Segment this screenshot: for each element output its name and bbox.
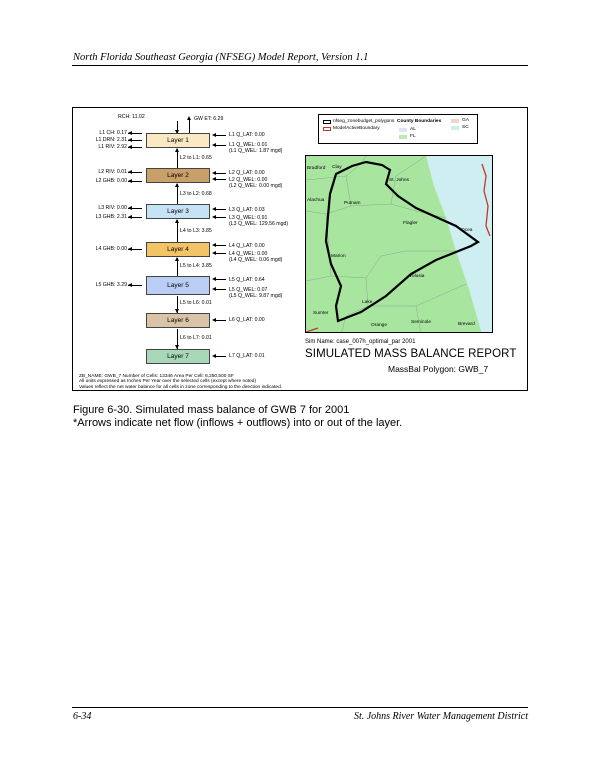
note-line-2: Values reflect the net water balance for all cells in zone corresponding to the direction indicated. — [79, 384, 283, 390]
inter-l2-l1: L2 to L1: 0.65 — [180, 155, 212, 161]
sim-name: Sim Name: case_007h_optimal_par 2001 — [305, 339, 416, 345]
layer-2-box: Layer 2 — [146, 168, 210, 183]
layer-3-right-0: L3 Q_LAT: 0.03 — [229, 207, 265, 213]
l5-lat-arrow — [212, 277, 216, 281]
l4-lat-arrow — [212, 243, 216, 247]
layer-7-box: Layer 7 — [146, 349, 210, 364]
layer-4-right-1: L4 Q_WEL: 0.00 — [229, 251, 268, 257]
l3-l2-arrow — [175, 183, 179, 187]
diagram-notes — [79, 374, 282, 390]
l2-l1-arrow — [175, 148, 179, 152]
county-volusia: Volusia — [409, 274, 425, 279]
county-seminole: Seminole — [411, 320, 431, 325]
l3-wel-arrow — [212, 215, 216, 219]
l2-wel-arrow — [212, 177, 216, 181]
layer-3-box: Layer 3 — [146, 204, 210, 219]
l5-out-arrow — [128, 283, 132, 287]
ga-swatch — [451, 119, 459, 123]
layer-2-right-1: L2 Q_WEL: 0.00 — [229, 177, 268, 183]
page-number: 6-34 — [73, 711, 92, 722]
county-clay: Clay — [332, 165, 342, 170]
county-putnam: Putnam — [344, 201, 361, 206]
layer-1-left-0: L1 CH: 0.17 — [99, 130, 127, 136]
l5-wel-arrow — [212, 287, 216, 291]
ocean-label: Ocea — [461, 228, 473, 233]
footer-organization: St. Johns River Water Management District — [353, 711, 528, 722]
legend-county-title: County Boundaries — [397, 119, 442, 124]
inter-l3-l2: L3 to L2: 0.68 — [180, 191, 212, 197]
map-legend — [318, 114, 478, 144]
footer-rule — [72, 707, 528, 708]
inter-l6-l7: L6 to L7: 0.01 — [180, 335, 212, 341]
legend-ga: GA — [462, 118, 469, 123]
layer-5-right-1: L5 Q_WEL: 0.07 — [229, 287, 268, 293]
layer-1-box: Layer 1 — [146, 133, 210, 148]
layer-3-right-1: L3 Q_WEL: 0.91 — [229, 215, 268, 221]
layer-3-left-0: L3 RIV: 0.00 — [98, 205, 127, 211]
county-orange: Orange — [371, 323, 387, 328]
gw-et-label: GW ET: 6.29 — [194, 116, 224, 122]
header-rule — [72, 65, 528, 66]
county-brevard: Brevard — [458, 322, 475, 327]
fl-swatch — [399, 135, 407, 139]
figure-frame — [72, 107, 528, 391]
layer-2-right-2: (L2 Q_WEL: 0.00 mgd) — [229, 183, 283, 189]
layer-7-right-0: L7 Q_LAT: 0.01 — [229, 353, 265, 359]
l1-lat-arrow — [212, 133, 216, 137]
layer-1-right-0: L1 Q_LAT: 0.00 — [229, 132, 265, 138]
polygon-swatch — [323, 120, 331, 124]
layer-2-right-0: L2 Q_LAT: 0.00 — [229, 170, 265, 176]
layer-3-left-1: L3 GHB: 2.31 — [95, 214, 127, 220]
layer-4-left-0: L4 GHB: 0.00 — [95, 246, 127, 252]
massbal-polygon-label: MassBal Polygon: GWB_7 — [388, 364, 489, 374]
layer-2-left-0: L2 RIV: 0.01 — [98, 169, 127, 175]
county-marion: Marion — [331, 254, 346, 259]
boundary-swatch — [323, 127, 331, 131]
l3-l2-line — [177, 184, 178, 204]
l4-l3-arrow — [175, 219, 179, 223]
al-swatch — [399, 128, 407, 132]
layer-4-right-2: (L4 Q_WEL: 0.06 mgd) — [229, 257, 283, 263]
layer-1-right-1: L1 Q_WEL: 0.01 — [229, 142, 268, 148]
running-header: North Florida Southeast Georgia (NFSEG) Model Report, Version 1.1 — [73, 52, 369, 63]
legend-polygon: nfseg_zonebudget_polygons — [333, 119, 395, 124]
l1-out-arrow-1 — [128, 138, 132, 142]
map-panel — [305, 155, 493, 333]
legend-boundary: ModelActiveBoundary — [333, 126, 380, 131]
layer-3-right-2: (L3 Q_WEL: 129.56 mgd) — [229, 221, 289, 227]
figure-caption-note: *Arrows indicate net flow (inflows + outflows) into or out of the layer. — [73, 417, 403, 429]
l1-out-arrow-0 — [128, 131, 132, 135]
layer-1-left-2: L1 RIV: 2.92 — [98, 144, 127, 150]
layer-5-right-0: L5 Q_LAT: 0.64 — [229, 277, 265, 283]
legend-fl: FL — [410, 134, 416, 139]
note-line-0: ZB_NAME: GWB_7 Number of Cells: 13346 Area Per Cell: 6,250,500 SF — [79, 374, 234, 379]
county-bradford: Bradford — [307, 166, 326, 171]
l1-wel-arrow — [212, 143, 216, 147]
layer-6-box: Layer 6 — [146, 313, 210, 328]
report-title: SIMULATED MASS BALANCE REPORT — [305, 348, 517, 360]
layer-4-box: Layer 4 — [146, 242, 210, 257]
note-line-1: All units expressed as Inches Per Year over the selected cells (except where noted) — [79, 379, 257, 385]
l3-lat-arrow — [212, 207, 216, 211]
county-sumter: Sumter — [313, 311, 329, 316]
county-st-johns: St. Johns — [389, 178, 409, 183]
sc-swatch — [451, 126, 459, 130]
inter-l5-l6: L5 to L6: 0.01 — [180, 300, 212, 306]
l4-wel-arrow — [212, 251, 216, 255]
gwet-line — [189, 118, 190, 134]
l2-out-arrow-0 — [128, 170, 132, 174]
layer-1-left-1: L1 DRN: 2.31 — [95, 137, 127, 143]
figure-caption: Figure 6-30. Simulated mass balance of GWB 7 for 2001 — [73, 404, 350, 416]
l2-out-arrow-1 — [128, 179, 132, 183]
l4-out-arrow — [128, 247, 132, 251]
county-lake: Lake — [362, 300, 373, 305]
l2-lat-arrow — [212, 171, 216, 175]
l6-lat-arrow — [212, 318, 216, 322]
l5-l4-arrow — [175, 257, 179, 261]
county-alachua: Alachua — [307, 198, 325, 203]
layer-5-right-2: (L5 Q_WEL: 9.87 mgd) — [229, 293, 283, 299]
layer-2-left-1: L2 GHB: 0.00 — [95, 178, 127, 184]
layer-6-right-0: L6 Q_LAT: 0.00 — [229, 317, 265, 323]
l3-out-arrow-1 — [128, 215, 132, 219]
legend-sc: SC — [462, 125, 469, 130]
inter-l4-l3: L4 to L3: 3.85 — [180, 228, 212, 234]
mass-balance-diagram — [73, 108, 529, 392]
l1-out-arrow-2 — [128, 145, 132, 149]
l3-out-arrow-0 — [128, 206, 132, 210]
layer-1-right-2: (L1 Q_WEL: 1.87 mgd) — [229, 148, 283, 154]
gwet-arrow — [187, 116, 191, 120]
l7-lat-arrow — [212, 354, 216, 358]
layer-5-box: Layer 5 — [146, 276, 210, 295]
rch-label: RCH: 11.02 — [118, 114, 145, 120]
layer-5-left-0: L5 GHB: 3.29 — [95, 282, 127, 288]
l4-l3-line — [177, 220, 178, 242]
county-flagler: Flagler — [403, 221, 418, 226]
legend-al: AL — [410, 127, 416, 132]
inter-l5-l4: L5 to L4: 3.85 — [180, 263, 212, 269]
layer-4-right-0: L4 Q_LAT: 0.00 — [229, 243, 265, 249]
